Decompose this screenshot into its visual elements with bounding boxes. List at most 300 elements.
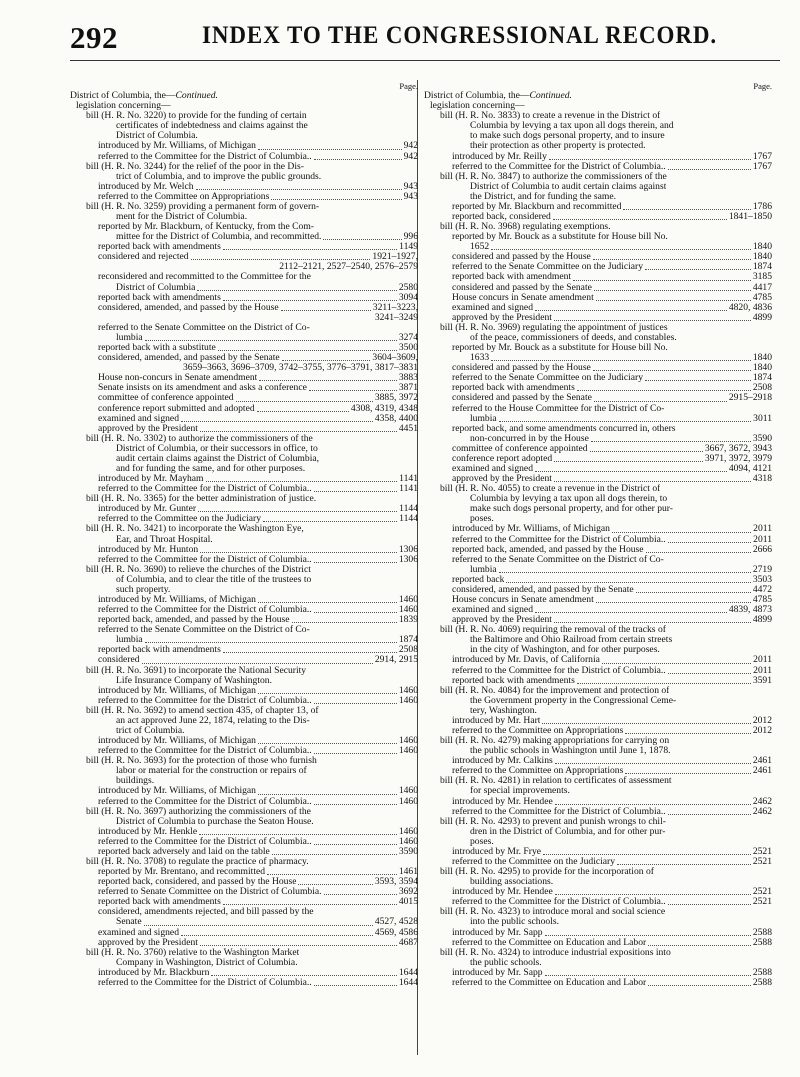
index-entry — [424, 141, 772, 151]
index-entry — [424, 625, 772, 635]
page-title: INDEX TO THE CONGRESSIONAL RECORD. — [202, 22, 718, 49]
entry-page: 3590 — [398, 846, 418, 857]
index-entry — [70, 444, 418, 454]
dot-leader — [553, 219, 727, 220]
entry-text: in the city of Washington, and for other purposes. — [470, 645, 660, 656]
index-entry — [70, 484, 418, 494]
index-entry — [424, 212, 772, 222]
entry-text: reported back, considered — [452, 212, 551, 223]
entry-page: 2011 — [753, 534, 772, 545]
entry-text: introduced by Mr. Sapp — [452, 927, 543, 938]
entry-text: introduced by Mr. Hendee — [452, 887, 553, 898]
entry-page: 1460 — [398, 736, 418, 747]
dot-leader — [258, 149, 402, 150]
entry-text: lumbia — [116, 332, 143, 343]
index-entry — [424, 252, 772, 262]
entry-text: 1633 — [470, 353, 490, 364]
dot-leader — [281, 310, 371, 311]
index-entry — [70, 877, 418, 887]
index-entry — [424, 877, 772, 887]
index-entry — [424, 91, 772, 101]
entry-text: District of Columbia. — [116, 131, 198, 142]
page-column-label: Page. — [399, 81, 418, 91]
entry-page: 4687 — [398, 937, 418, 948]
index-entry — [424, 887, 772, 897]
dot-leader — [200, 552, 397, 553]
entry-page: 3885, 3972 — [374, 393, 418, 404]
entry-text: introduced by Mr. Mayham — [98, 474, 204, 485]
entry-text: District of Columbia, the— — [70, 91, 176, 102]
entry-page: 942 — [403, 151, 418, 162]
entry-page: 2012 — [752, 726, 772, 736]
index-entry — [70, 928, 418, 938]
entry-text: 3659–3663, 3696–3709, 3742–3755, 3776–3791, 3817–3831 — [182, 363, 418, 374]
dot-leader — [223, 249, 397, 250]
entry-page: 3094 — [398, 292, 418, 303]
entry-text: approved by the President — [452, 312, 552, 323]
entry-page: 1840 — [752, 252, 772, 263]
entry-page: 2011 — [753, 665, 772, 676]
index-entry — [70, 565, 418, 575]
index-entry — [70, 212, 418, 222]
entry-page: 4318 — [752, 474, 772, 485]
dot-leader — [555, 804, 751, 805]
index-entry — [424, 847, 772, 857]
entry-text: labor or material for the construction or repairs of — [116, 766, 307, 777]
entry-text: committee of conference appointed — [98, 393, 234, 404]
entry-text: examined and signed — [98, 413, 179, 424]
index-entry — [70, 343, 418, 353]
entry-page: 4472 — [752, 584, 772, 595]
dot-leader — [314, 612, 397, 613]
index-entry — [424, 323, 772, 333]
entry-text: referred to the Senate Committee on the District of Co- — [452, 554, 664, 565]
index-entry — [424, 343, 772, 353]
dot-leader — [223, 652, 397, 653]
entry-text: Life Insurance Company of Washington. — [116, 675, 272, 686]
entry-text: Columbia by levying a tax upon all dogs therein, to — [470, 494, 668, 505]
entry-text: legislation concerning— — [430, 101, 525, 112]
dot-leader — [555, 894, 751, 895]
entry-page: 4785 — [752, 292, 772, 303]
entry-text: buildings. — [116, 776, 155, 787]
entry-text: examined and signed — [98, 927, 179, 938]
dot-leader — [223, 904, 397, 905]
entry-page: 3667, 3672, 3943 — [704, 443, 772, 454]
entry-page: 1767 — [752, 151, 772, 162]
entry-text: referred to the Committee on Education and Labor — [452, 977, 647, 988]
index-entry — [424, 555, 772, 565]
dot-leader — [554, 461, 703, 462]
dot-leader — [258, 794, 397, 795]
dot-leader — [145, 340, 397, 341]
entry-text: bill (H. R. No. 3244) for the relief of the poor in the Dis- — [86, 161, 304, 172]
entry-text: introduced by Mr. Williams, of Michigan — [98, 736, 256, 747]
index-entry — [70, 494, 418, 504]
index-entry — [70, 978, 418, 988]
index-entry — [70, 615, 418, 625]
entry-page: 2588 — [752, 977, 772, 988]
entry-text: introduced by Mr. Sapp — [452, 967, 543, 978]
index-entry — [424, 635, 772, 645]
entry-page: 1306 — [398, 554, 418, 565]
entry-text: ment for the District of Columbia. — [116, 212, 248, 223]
entry-text: bill (H. R. No. 3847) to authorize the commissioners of the — [440, 171, 667, 182]
entry-page: 3692 — [398, 887, 418, 898]
index-entry — [70, 585, 418, 595]
dot-leader — [200, 431, 397, 432]
entry-page: 1921–1927, — [372, 252, 418, 263]
dot-leader — [545, 935, 751, 936]
entry-page: 1144 — [399, 514, 418, 525]
entry-text: bill (H. R. No. 3708) to regulate the practice of pharmacy. — [86, 857, 309, 868]
dot-leader — [142, 663, 373, 664]
index-entry — [70, 887, 418, 897]
index-entry — [424, 404, 772, 414]
index-entry — [424, 131, 772, 141]
entry-text: referred to the Committee for the District of Columbia.. — [452, 534, 666, 545]
entry-text: bill (H. R. No. 4295) to provide for the incorporation of — [440, 867, 654, 878]
entry-text: reported back — [452, 574, 505, 585]
entry-page: 1460 — [398, 685, 418, 696]
index-entry — [70, 746, 418, 756]
entry-page: 4899 — [752, 615, 772, 626]
index-entry — [70, 131, 418, 141]
entry-text: trict of Columbia. — [116, 726, 185, 736]
index-entry — [70, 232, 418, 242]
entry-page: 1460 — [398, 746, 418, 757]
index-entry — [70, 847, 418, 857]
dot-leader — [314, 491, 397, 492]
entry-page: 3604–3609, — [372, 353, 418, 364]
index-entry — [70, 635, 418, 645]
entry-text: referred to the Committee for the District of Columbia.. — [98, 151, 312, 162]
index-entry — [70, 363, 418, 373]
entry-page: 4527, 4528 — [374, 917, 418, 928]
dot-leader — [499, 572, 751, 573]
entry-text: District of Columbia — [116, 282, 196, 293]
entry-text: reported by Mr. Bouck as a substitute for House bill No. — [452, 232, 668, 243]
entry-text: the public schools in Washington until June 1, 1878. — [470, 746, 671, 757]
entry-text: Senate — [116, 917, 142, 928]
entry-text: reported by Mr. Brentano, and recommitted — [98, 867, 266, 878]
index-entry — [70, 655, 418, 665]
dot-leader — [625, 733, 751, 734]
entry-text: reported back with amendments — [98, 645, 221, 656]
entry-text: referred to the Senate Committee on the Judiciary — [452, 262, 644, 273]
entry-text: considered, amended, and passed by the House — [98, 302, 279, 313]
index-entry — [424, 706, 772, 716]
entry-page: 1460 — [398, 796, 418, 807]
index-entry — [424, 917, 772, 927]
entry-text: House concurs in Senate amendment — [452, 292, 594, 303]
entry-text: introduced by Mr. Blackburn — [98, 967, 210, 978]
dot-leader — [271, 199, 401, 200]
dot-leader — [218, 350, 397, 351]
dot-leader — [314, 844, 397, 845]
index-entry — [424, 545, 772, 555]
index-entry — [424, 383, 772, 393]
entry-text: non-concurred in by the House — [470, 433, 589, 444]
index-entry — [424, 524, 772, 534]
dot-leader — [144, 925, 373, 926]
index-entry — [70, 202, 418, 212]
index-entry — [424, 696, 772, 706]
index-entry — [424, 615, 772, 625]
entry-page: 1874 — [752, 373, 772, 384]
index-entry — [70, 424, 418, 434]
dot-leader — [596, 602, 751, 603]
index-entry — [70, 535, 418, 545]
entry-text: House concurs in Senate amendment — [452, 594, 594, 605]
index-entry — [424, 454, 772, 464]
entry-text: bill (H. R. No. 3968) regulating exemptions. — [440, 222, 611, 233]
entry-text: bill (H. R. No. 3220) to provide for the funding of certain — [86, 111, 307, 122]
index-entry — [70, 393, 418, 403]
index-entry — [424, 676, 772, 686]
entry-page: 3590 — [752, 433, 772, 444]
index-entry — [70, 575, 418, 585]
entry-page: 2012 — [752, 715, 772, 726]
entry-text: such property. — [116, 584, 171, 595]
index-entry — [424, 535, 772, 545]
entry-text: introduced by Mr. Henkle — [98, 826, 198, 837]
index-entry — [424, 958, 772, 968]
entry-text: referred to the Committee on the Judiciary — [98, 514, 262, 525]
index-entry — [70, 766, 418, 776]
index-entry — [70, 464, 418, 474]
entry-text: the Government property in the Congressional Ceme- — [470, 695, 677, 706]
entry-text: reported back with amendments — [452, 383, 575, 394]
entry-text: bill (H. R. No. 3692) to amend section 435, of chapter 13, of — [86, 705, 319, 716]
entry-text: tery, Washington. — [470, 705, 537, 716]
entry-text: approved by the President — [452, 474, 552, 485]
index-entry — [424, 605, 772, 615]
entry-page: 3883 — [398, 373, 418, 384]
index-entry — [70, 404, 418, 414]
entry-text: referred to the Committee for the District of Columbia.. — [98, 836, 312, 847]
dot-leader — [554, 622, 751, 623]
index-entry — [424, 162, 772, 172]
entry-text: District of Columbia, or their successors in office, to — [116, 443, 318, 454]
index-entry — [424, 101, 772, 111]
dot-leader — [596, 300, 751, 301]
index-entry — [424, 272, 772, 282]
index-entry — [70, 222, 418, 232]
index-entry — [424, 786, 772, 796]
entry-text: reported by Mr. Bouck as a substitute for House bill No. — [452, 343, 668, 354]
entry-page: 2461 — [752, 766, 772, 777]
dot-leader — [573, 280, 751, 281]
index-entry — [70, 303, 418, 313]
dot-leader — [594, 290, 751, 291]
entry-text: introduced by Mr. Williams, of Michigan — [98, 786, 256, 797]
entry-text: introduced by Mr. Williams, of Michigan — [452, 524, 610, 535]
entry-page: 4308, 4319, 4348 — [350, 403, 418, 414]
index-entry — [70, 595, 418, 605]
entry-page: 2719 — [752, 564, 772, 575]
dot-leader — [593, 259, 751, 260]
entry-text: referred to the Committee for the District of Columbia.. — [452, 665, 666, 676]
entry-text: reported back with amendments — [98, 292, 221, 303]
dot-leader — [198, 511, 397, 512]
dot-leader — [554, 481, 751, 482]
entry-text: reported back, considered, and passed by the House — [98, 877, 297, 888]
entry-page: 1141 — [399, 474, 418, 485]
index-entry — [70, 676, 418, 686]
entry-text: bill (H. R. No. 3969) regulating the appointment of justices — [440, 322, 668, 333]
index-entry — [70, 917, 418, 927]
dot-leader — [323, 239, 401, 240]
entry-text: referred to Senate Committee on the District of Columbia. — [98, 887, 322, 898]
index-entry — [70, 182, 418, 192]
entry-text: referred to the Committee for the District of Columbia.. — [98, 977, 312, 988]
dot-leader — [199, 834, 397, 835]
entry-page: 2588 — [752, 937, 772, 948]
index-entry — [424, 444, 772, 454]
index-entry — [70, 857, 418, 867]
index-entry — [424, 283, 772, 293]
entry-page: 1460 — [398, 786, 418, 797]
entry-text: referred to the Senate Committee on the Judiciary — [452, 373, 644, 384]
entry-text: referred to the Senate Committee on the District of Co- — [98, 322, 310, 333]
dot-leader — [594, 401, 727, 402]
index-entry — [424, 897, 772, 907]
entry-text: poses. — [470, 514, 494, 525]
index-entry — [424, 121, 772, 131]
index-entry — [424, 978, 772, 988]
dot-leader — [602, 663, 751, 664]
entry-text: lumbia — [470, 564, 497, 575]
entry-text: examined and signed — [452, 605, 533, 616]
index-entry — [424, 736, 772, 746]
entry-text: introduced by Mr. Hart — [452, 715, 541, 726]
dot-leader — [223, 300, 397, 301]
entry-text: bill (H. R. No. 3760) relative to the Washington Market — [86, 947, 300, 958]
entry-page: 4358, 4400 — [374, 413, 418, 424]
index-entry — [424, 948, 772, 958]
index-entry — [424, 655, 772, 665]
index-entry — [70, 474, 418, 484]
entry-page: 2508 — [398, 645, 418, 656]
dot-leader — [545, 975, 751, 976]
entry-page: 2588 — [752, 927, 772, 938]
dot-leader — [543, 854, 751, 855]
entry-text: bill (H. R. No. 3691) to incorporate the National Security — [86, 665, 307, 676]
entry-text: certificates of indebtedness and claims against the — [116, 121, 308, 132]
entry-page: 2462 — [752, 806, 772, 817]
entry-text: considered, amended, and passed by the Senate — [452, 584, 634, 595]
dot-leader — [282, 360, 371, 361]
entry-text: bill (H. R. No. 3365) for the better administration of justice. — [86, 494, 317, 505]
entry-text: referred to the Committee for the District of Columbia.. — [452, 806, 666, 817]
index-entry — [424, 414, 772, 424]
entry-page: 1306 — [398, 544, 418, 555]
dot-leader — [263, 521, 397, 522]
entry-text: the Baltimore and Ohio Railroad from certain streets — [470, 635, 673, 646]
entry-page: 1644 — [398, 967, 418, 978]
index-entry — [70, 192, 418, 202]
dot-leader — [324, 894, 397, 895]
entry-page: 4839, 4873 — [728, 605, 772, 616]
entry-text: considered — [98, 655, 140, 666]
entry-text: into the public schools. — [470, 917, 559, 928]
entry-page: 2011 — [753, 524, 772, 535]
entry-page: 996 — [403, 232, 418, 243]
entry-page: 2508 — [752, 383, 772, 394]
entry-text: referred to the Committee for the District of Columbia.. — [98, 605, 312, 616]
index-entry — [424, 726, 772, 736]
entry-text: committee of conference appointed — [452, 443, 588, 454]
index-entry — [424, 373, 772, 383]
entry-text: considered and passed by the Senate — [452, 393, 592, 404]
index-entry — [424, 756, 772, 766]
entry-text: introduced by Mr. Gunter — [98, 504, 197, 515]
entry-page: 943 — [403, 191, 418, 202]
entry-text: reconsidered and recommitted to the Committee for the — [98, 272, 311, 283]
entry-text: bill (H. R. No. 4055) to create a revenue in the District of — [440, 484, 661, 495]
dot-leader — [292, 622, 397, 623]
entry-page: 2915–2918 — [728, 393, 772, 404]
entry-text: to make such dogs personal property, and to insure — [470, 131, 665, 142]
index-entry — [70, 756, 418, 766]
entry-page: 1839 — [398, 615, 418, 626]
entry-text: examined and signed — [452, 463, 533, 474]
entry-text: building associations. — [470, 877, 554, 888]
index-entry — [70, 736, 418, 746]
entry-text: introduced by Mr. Hunton — [98, 544, 199, 555]
dot-leader — [491, 360, 751, 361]
entry-text: considered and passed by the House — [452, 252, 591, 263]
entry-text: reported back with a substitute — [98, 343, 216, 354]
index-entry — [424, 222, 772, 232]
dot-leader — [668, 673, 751, 674]
entry-page: 4417 — [752, 282, 772, 293]
entry-page: 1460 — [398, 826, 418, 837]
index-entry — [424, 867, 772, 877]
dot-leader — [645, 380, 751, 381]
entry-page: 2521 — [752, 857, 772, 868]
index-entry — [70, 786, 418, 796]
index-entry — [70, 373, 418, 383]
dot-leader — [491, 249, 751, 250]
dot-leader — [314, 562, 397, 563]
entry-text: bill (H. R. No. 3697) authorizing the commissioners of the — [86, 806, 311, 817]
entry-page: 3593, 3594 — [374, 877, 418, 888]
entry-page: 1141 — [399, 484, 418, 495]
entry-text: bill (H. R. No. 4069) requiring the removal of the tracks of — [440, 625, 666, 636]
entry-page: 3011 — [753, 413, 772, 424]
index-entry — [424, 262, 772, 272]
index-entry — [70, 504, 418, 514]
entry-page: 3274 — [398, 332, 418, 343]
dot-leader — [258, 693, 397, 694]
entry-text: 2112–2121, 2527–2540, 2576–2579 — [279, 262, 418, 273]
entry-text: Company in Washington, District of Columbia. — [116, 957, 298, 968]
dot-leader — [197, 290, 396, 291]
entry-text: District of Columbia, the— — [424, 91, 530, 102]
entry-text: legislation concerning— — [76, 101, 171, 112]
entry-text: poses. — [470, 836, 494, 847]
index-entry — [424, 837, 772, 847]
index-entry — [424, 716, 772, 726]
dot-leader — [590, 451, 703, 452]
entry-page: 1767 — [752, 161, 772, 172]
entry-page: 4015 — [398, 897, 418, 908]
entry-text: referred to the Committee on Appropriations — [98, 191, 270, 202]
entry-page: 2580 — [398, 282, 418, 293]
entry-page: 943 — [403, 181, 418, 192]
